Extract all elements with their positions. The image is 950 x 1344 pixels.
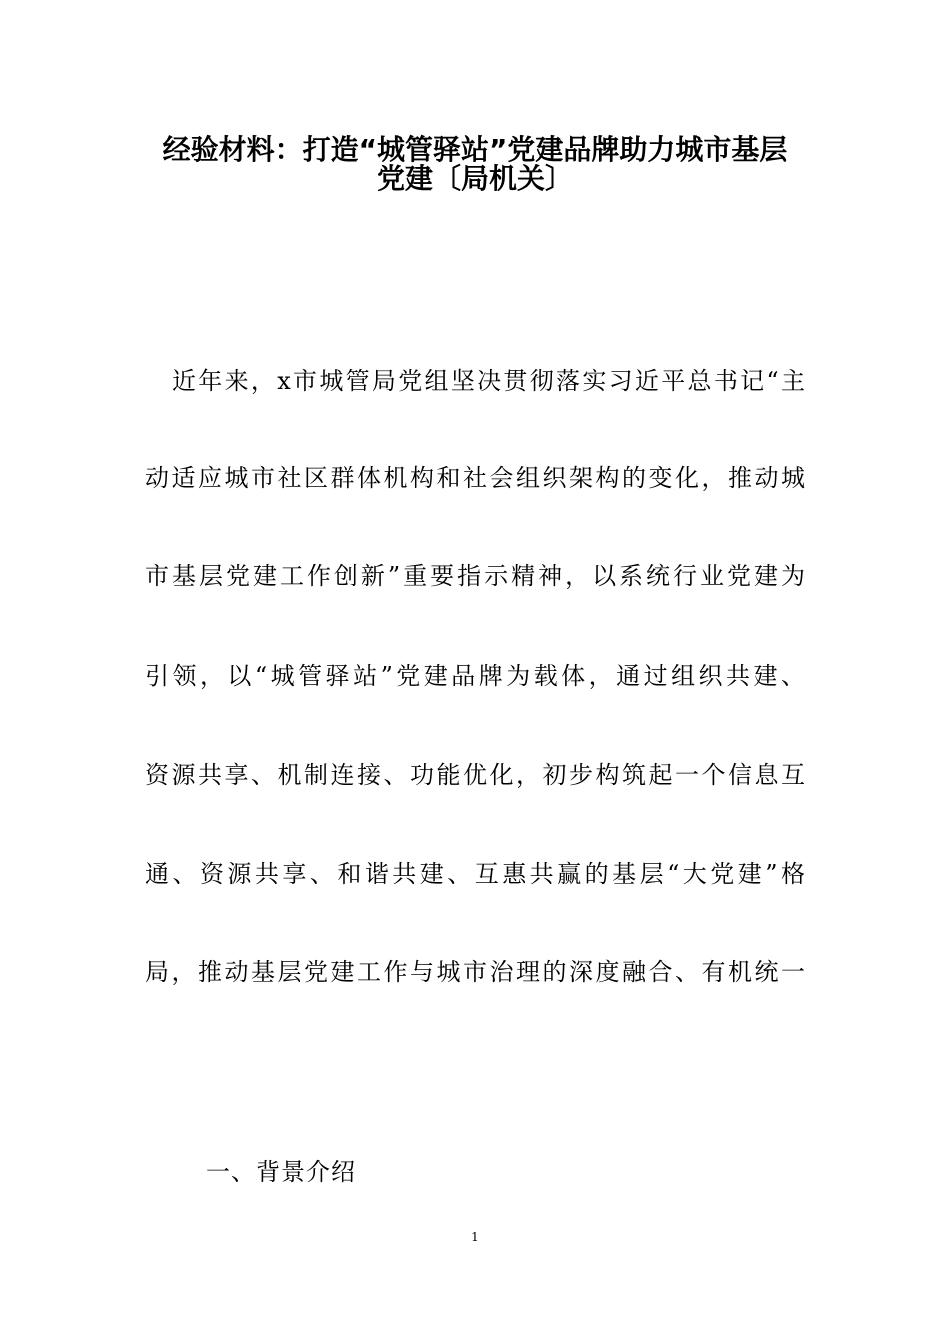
document-title-line-2: 党建〔局机关〕 — [376, 162, 573, 195]
paragraph-line-2: 动适应城市社区群体机构和社会组织架构的变化，推动城 — [145, 464, 805, 492]
document-title-line-1: 经验材料：打造“城管驿站”党建品牌助力城市基层 — [162, 133, 788, 166]
paragraph-line-5: 资源共享、机制连接、功能优化，初步构筑起一个信息互 — [145, 761, 805, 789]
paragraph-line-4: 引领，以“城管驿站”党建品牌为载体，通过组织共建、 — [145, 662, 805, 690]
paragraph-line-3: 市基层党建工作创新”重要指示精神，以系统行业党建为 — [145, 562, 805, 590]
section-heading: 一、背景介绍 — [206, 1158, 356, 1186]
paragraph-line-1: 近年来，x市城管局党组坚决贯彻落实习近平总书记“主 — [172, 367, 805, 395]
paragraph-line-6: 通、资源共享、和谐共建、互惠共赢的基层“大党建”格 — [145, 860, 805, 888]
page-number: 1 — [471, 1230, 479, 1244]
paragraph-line-7: 局，推动基层党建工作与城市治理的深度融合、有机统一 — [145, 958, 805, 986]
